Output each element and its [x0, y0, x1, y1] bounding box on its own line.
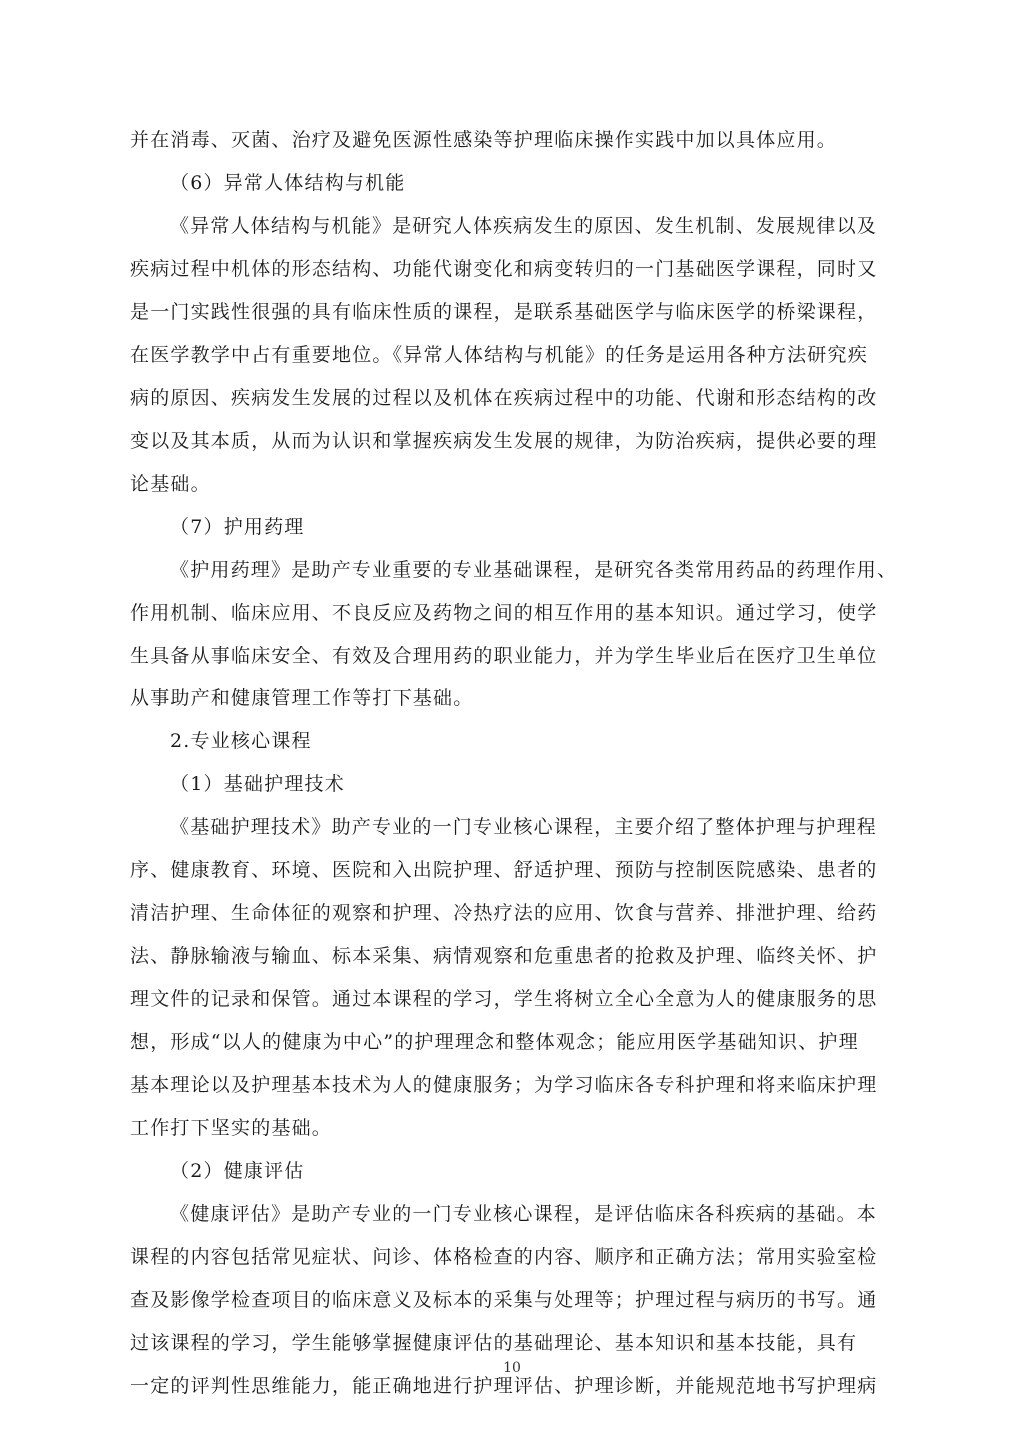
paragraph-line: 论基础。 [130, 473, 211, 495]
section-heading: （1）基础护理技术 [170, 773, 345, 795]
paragraph-line: 从事助产和健康管理工作等打下基础。 [130, 687, 474, 709]
paragraph-line: 过该课程的学习，学生能够掌握健康评估的基础理论、基本知识和基本技能，具有 [130, 1332, 858, 1354]
paragraph-line: 课程的内容包括常见症状、问诊、体格检查的内容、顺序和正确方法；常用实验室检 [130, 1246, 878, 1268]
paragraph-line: 清洁护理、生命体征的观察和护理、冷热疗法的应用、饮食与营养、排泄护理、给药 [130, 902, 878, 924]
paragraph-line: 法、静脉输液与输血、标本采集、病情观察和危重患者的抢救及护理、临终关怀、护 [130, 945, 878, 967]
paragraph-line: 病的原因、疾病发生发展的过程以及机体在疾病过程中的功能、代谢和形态结构的改 [130, 387, 878, 409]
paragraph-line: 《护用药理》是助产专业重要的专业基础课程，是研究各类常用药品的药理作用、 [170, 559, 898, 581]
paragraph-line: 查及影像学检查项目的临床意义及标本的采集与处理等；护理过程与病历的书写。通 [130, 1289, 878, 1311]
paragraph-line: 《健康评估》是助产专业的一门专业核心课程，是评估临床各科疾病的基础。本 [170, 1203, 878, 1225]
paragraph-line: 生具备从事临床安全、有效及合理用药的职业能力，并为学生毕业后在医疗卫生单位 [130, 645, 878, 667]
paragraph-line: 疾病过程中机体的形态结构、功能代谢变化和病变转归的一门基础医学课程，同时又 [130, 258, 878, 280]
paragraph-line: 理文件的记录和保管。通过本课程的学习，学生将树立全心全意为人的健康服务的思 [130, 988, 878, 1010]
page-number: 10 [503, 1360, 521, 1376]
section-heading: 2.专业核心课程 [170, 730, 312, 752]
paragraph-line: 变以及其本质，从而为认识和掌握疾病发生发展的规律，为防治疾病，提供必要的理 [130, 430, 878, 452]
paragraph-line: 在医学教学中占有重要地位。《异常人体结构与机能》的任务是运用各种方法研究疾 [130, 344, 868, 366]
paragraph-line: 工作打下坚实的基础。 [130, 1117, 333, 1139]
paragraph-line: 《基础护理技术》助产专业的一门专业核心课程，主要介绍了整体护理与护理程 [170, 816, 878, 838]
section-heading: （6）异常人体结构与机能 [170, 172, 406, 194]
paragraph-line: 想，形成“以人的健康为中心”的护理理念和整体观念；能应用医学基础知识、护理 [130, 1031, 859, 1053]
paragraph-line: 基本理论以及护理基本技术为人的健康服务；为学习临床各专科护理和将来临床护理 [130, 1074, 878, 1096]
paragraph-line: 是一门实践性很强的具有临床性质的课程，是联系基础医学与临床医学的桥梁课程， [130, 301, 878, 323]
paragraph-line: 并在消毒、灭菌、治疗及避免医源性感染等护理临床操作实践中加以具体应用。 [130, 129, 838, 151]
section-heading: （7）护用药理 [170, 516, 305, 538]
paragraph-line: 作用机制、临床应用、不良反应及药物之间的相互作用的基本知识。通过学习，使学 [130, 602, 878, 624]
paragraph-line: 《异常人体结构与机能》是研究人体疾病发生的原因、发生机制、发展规律以及 [170, 215, 878, 237]
section-heading: （2）健康评估 [170, 1160, 305, 1182]
paragraph-line: 一定的评判性思维能力，能正确地进行护理评估、护理诊断，并能规范地书写护理病 [130, 1375, 878, 1397]
paragraph-line: 序、健康教育、环境、医院和入出院护理、舒适护理、预防与控制医院感染、患者的 [130, 859, 878, 881]
